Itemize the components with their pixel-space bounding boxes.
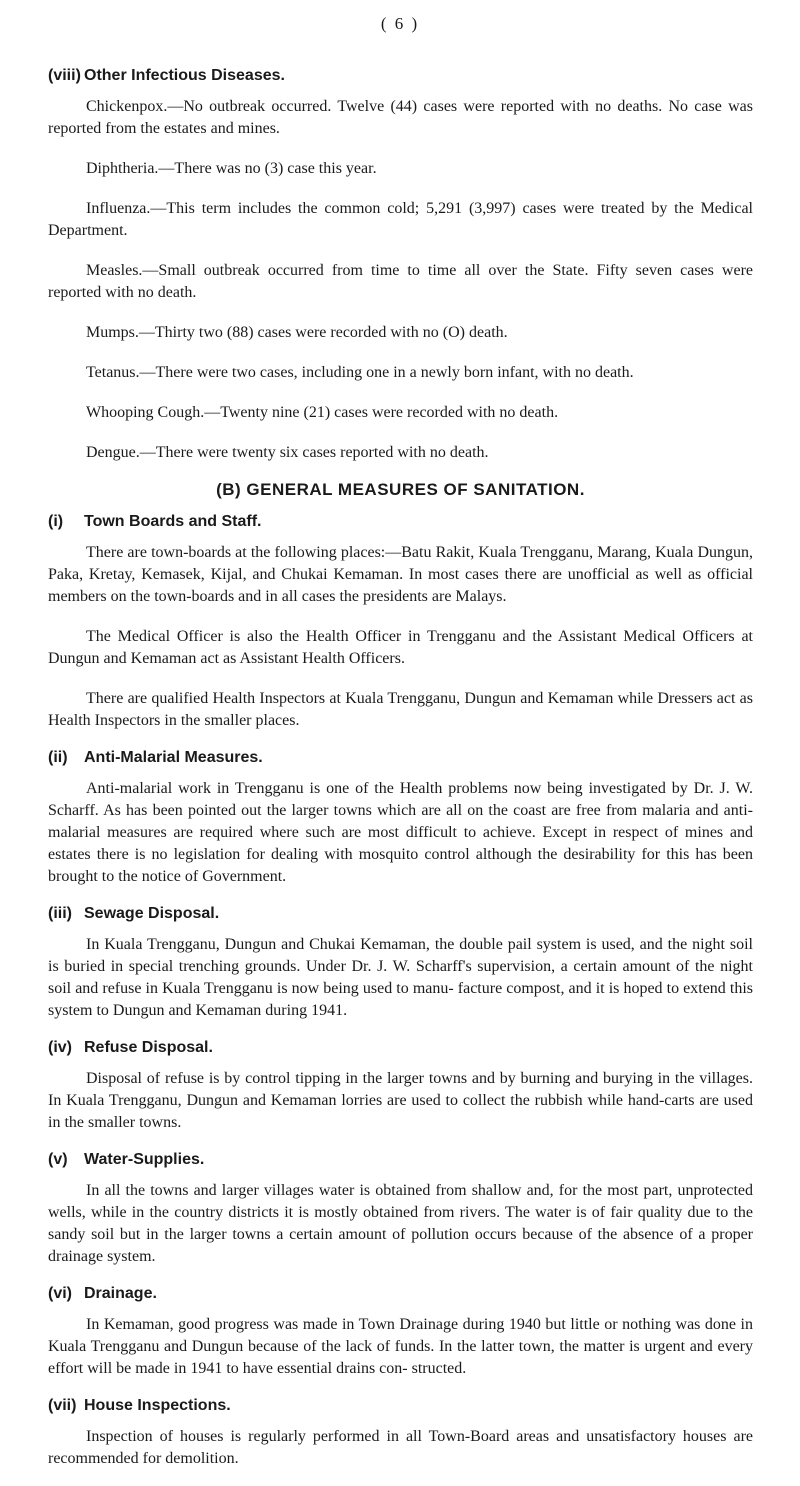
subsection-heading bbox=[48, 1396, 753, 1416]
paragraph: There are town-boards at the following places:—Batu Rakit, Kuala Trengganu, Marang, Kuala Dungun, Paka, Kretay, Kemasek, Kijal, and Chukai Kemaman. In most cases there are unofficial as well as official members on the town-boards and in all cases the presidents are Malays. bbox=[48, 544, 753, 605]
paragraph-diphtheria: Diphtheria.—There was no (3) case this year. bbox=[86, 160, 377, 177]
paragraph-tetanus: Tetanus.—There were two cases, including one in a newly born infant, with no death. bbox=[86, 364, 634, 381]
paragraph: In Kuala Trengganu, Dungun and Chukai Kemaman, the double pail system is used, and the night soil is buried in special trenching grounds. Under Dr. J. W. Scharff's supervision, a certain amount of the night soil and refuse in Kuala Trengganu is now being used to manu- facture compost, and it is hoped to extend this system to Dungun and Kemaman during 1941. bbox=[48, 936, 753, 1019]
paragraph: Anti-malarial work in Trengganu is one of the Health problems now being investigated by Dr. J. W. Scharff. As has been pointed out the larger towns which are all on the coast are free from malaria and anti-malarial measures are required where such are most difficult to achieve. Except in respect of mines and estates there is no legislation for dealing with mosquito control although the desirability for this has been brought to the notice of Government. bbox=[48, 780, 753, 885]
subsection-refuse-disposal bbox=[48, 1038, 753, 1134]
subsection-title: Town Boards and Staff. bbox=[84, 513, 262, 530]
paragraph-whooping-cough: Whooping Cough.—Twenty nine (21) cases were recorded with no death. bbox=[86, 404, 559, 421]
subsection-water-supplies bbox=[48, 1150, 753, 1268]
subsection-heading bbox=[48, 748, 753, 768]
subsection-number: (v) bbox=[48, 1151, 68, 1168]
subsection-drainage bbox=[48, 1284, 753, 1380]
subsection-title: Anti-Malarial Measures. bbox=[84, 749, 263, 766]
paragraph-measles: Measles.—Small outbreak occurred from time to time all over the State. Fifty seven cases were reported with no death. bbox=[48, 262, 753, 301]
subsection-anti-malarial bbox=[48, 748, 753, 888]
subsection-number: (vii) bbox=[48, 1397, 77, 1414]
subsection-house-inspections bbox=[48, 1396, 753, 1470]
paragraph: There are qualified Health Inspectors at Kuala Trengganu, Dungun and Kemaman while Dressers act as Health Inspectors in the smaller places. bbox=[48, 690, 753, 729]
subsection-title: House Inspections. bbox=[84, 1397, 231, 1414]
paragraph-dengue: Dengue.—There were twenty six cases reported with no death. bbox=[86, 444, 489, 461]
subsection-heading bbox=[48, 512, 753, 532]
subsection-title: Drainage. bbox=[84, 1285, 157, 1302]
paragraph-chickenpox: Chickenpox.—No outbreak occurred. Twelve (44) cases were reported with no deaths. No case was reported from the estates and mines. bbox=[48, 98, 753, 137]
subsection-title: Water-Supplies. bbox=[84, 1151, 205, 1168]
subsection-number: (ii) bbox=[48, 749, 68, 766]
subsection-heading bbox=[48, 1150, 753, 1170]
subsection-number: (i) bbox=[48, 513, 64, 530]
subsection-title: Refuse Disposal. bbox=[84, 1039, 213, 1056]
page-content bbox=[48, 66, 753, 1486]
subsection-number: (iii) bbox=[48, 905, 72, 922]
subsection-heading bbox=[48, 1284, 753, 1304]
paragraph-influenza: Influenza.—This term includes the common cold; 5,291 (3,997) cases were treated by the Medical Department. bbox=[48, 200, 753, 239]
main-section-title: (B) GENERAL MEASURES OF SANITATION. bbox=[216, 480, 585, 499]
paragraph-mumps: Mumps.—Thirty two (88) cases were recorded with no (O) death. bbox=[86, 324, 508, 341]
section-viii bbox=[48, 66, 753, 464]
paragraph: In all the towns and larger villages water is obtained from shallow and, for the most part, unprotected wells, while in the country districts it is mostly obtained from rivers. The water is of fair quality due to the sandy soil but in the larger towns a certain amount of pollution occurs because of the absence of a proper drainage system. bbox=[48, 1182, 753, 1265]
subsection-sewage-disposal bbox=[48, 904, 753, 1022]
paragraph: Inspection of houses is regularly performed in all Town-Board areas and unsatisfactory houses are recommended for demolition. bbox=[48, 1428, 753, 1467]
subsection-number: (vi) bbox=[48, 1285, 72, 1302]
section-title: Other Infectious Diseases. bbox=[84, 67, 285, 84]
subsection-town-boards bbox=[48, 512, 753, 732]
section-heading bbox=[48, 66, 753, 86]
paragraph: The Medical Officer is also the Health Officer in Trengganu and the Assistant Medical Officers at Dungun and Kemaman act as Assistant Health Officers. bbox=[48, 628, 753, 667]
paragraph: In Kemaman, good progress was made in Town Drainage during 1940 but little or nothing was done in Kuala Trengganu and Dungun because of the lack of funds. In the latter town, the matter is urgent and every effort will be made in 1941 to have essential drains con- structed. bbox=[48, 1316, 753, 1377]
page-number: ( 6 ) bbox=[380, 14, 420, 33]
subsection-title: Sewage Disposal. bbox=[84, 905, 220, 922]
subsection-heading bbox=[48, 1038, 753, 1058]
section-number: (viii) bbox=[48, 67, 81, 84]
subsection-heading bbox=[48, 904, 753, 924]
paragraph: Disposal of refuse is by control tipping in the larger towns and by burning and burying in the villages. In Kuala Trengganu, Dungun and Kemaman lorries are used to collect the rubbish while hand-carts are used in the smaller towns. bbox=[48, 1070, 753, 1131]
subsection-number: (iv) bbox=[48, 1039, 72, 1056]
